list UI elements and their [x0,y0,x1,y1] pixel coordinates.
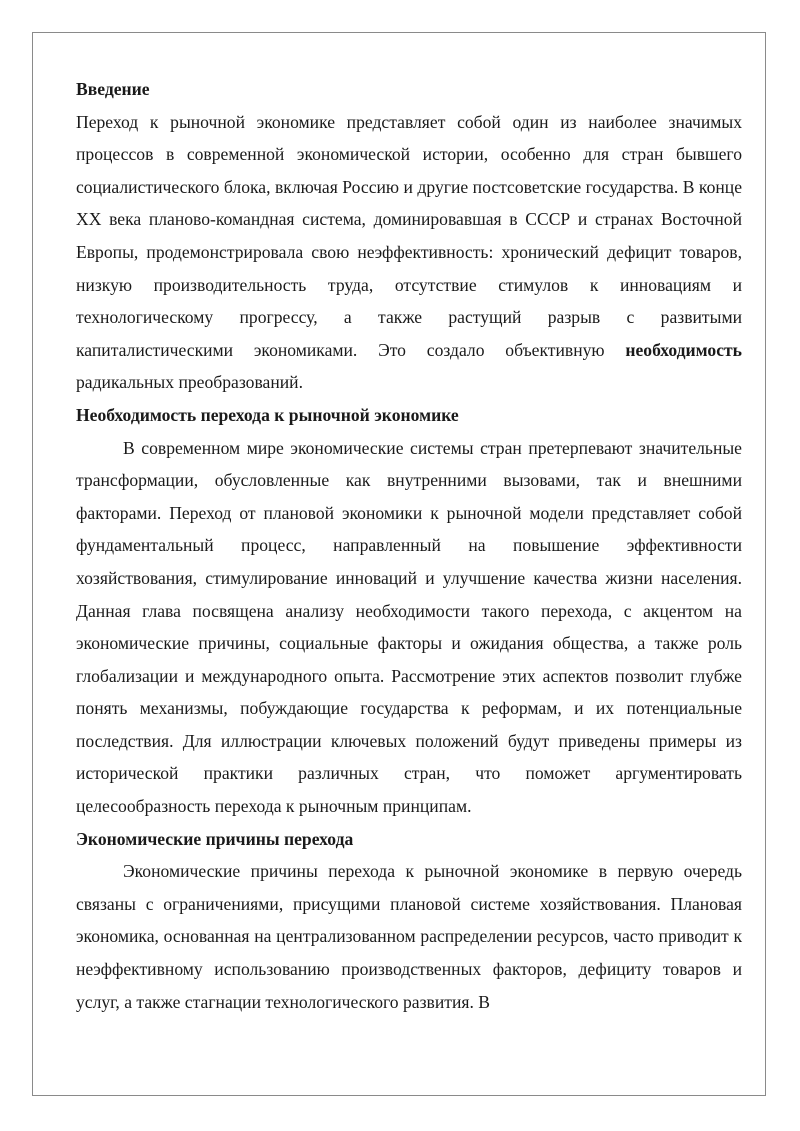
intro-text-bold: необходимость [625,339,742,360]
section1-heading: Необходимость перехода к рыночной экономике [76,404,459,425]
section1-paragraph: В современном мире экономические системы стран претерпевают значительные трансформации, обусловленные как внутренними вызовами, так и внешними факторами. Переход от плановой экономики к рыночной модели представляет собой фундаментальный процесс, направленный на повышение эффективности хозяйствования, стимулирование инноваций и улучшение качества жизни населения. Данная глава посвящена анализу необходимости такого перехода, с акцентом на экономические причины, социальные факторы и ожидания общества, а также роль глобализации и международного опыта. Рассмотрение этих аспектов позволит глубже понять механизмы, побуждающие государства к реформам, и их потенциальные последствия. Для иллюстрации ключевых положений будут приведены примеры из исторической практики различных стран, что поможет аргументировать целесообразность перехода к рыночным принципам. [76,437,742,817]
section2-heading: Экономические причины перехода [76,828,354,849]
document-body [76,73,742,1018]
intro-text-part1: Переход к рыночной экономике представляет собой один из наиболее значимых процессов в современной экономической истории, особенно для стран бывшего социалистического блока, включая Россию и другие постсоветские государства. В конце XX века планово-командная система, доминировавшая в СССР и странах Восточной Европы, продемонстрировала свою неэффективность: хронический дефицит товаров, низкую производительность труда, отсутствие стимулов к инновациям и технологическому прогрессу, а также растущий разрыв с развитыми капиталистическими экономиками. Это создало объективную [76,111,742,360]
intro-paragraph [76,106,742,399]
section2-paragraph: Экономические причины перехода к рыночной экономике в первую очередь связаны с ограничениями, присущими плановой системе хозяйствования. Плановая экономика, основанная на централизованном распределении ресурсов, часто приводит к неэффективному использованию производственных факторов, дефициту товаров и услуг, а также стагнации технологического развития. В [76,861,742,1012]
intro-text-part2: радикальных преобразований. [76,372,304,393]
intro-heading: Введение [76,79,150,99]
